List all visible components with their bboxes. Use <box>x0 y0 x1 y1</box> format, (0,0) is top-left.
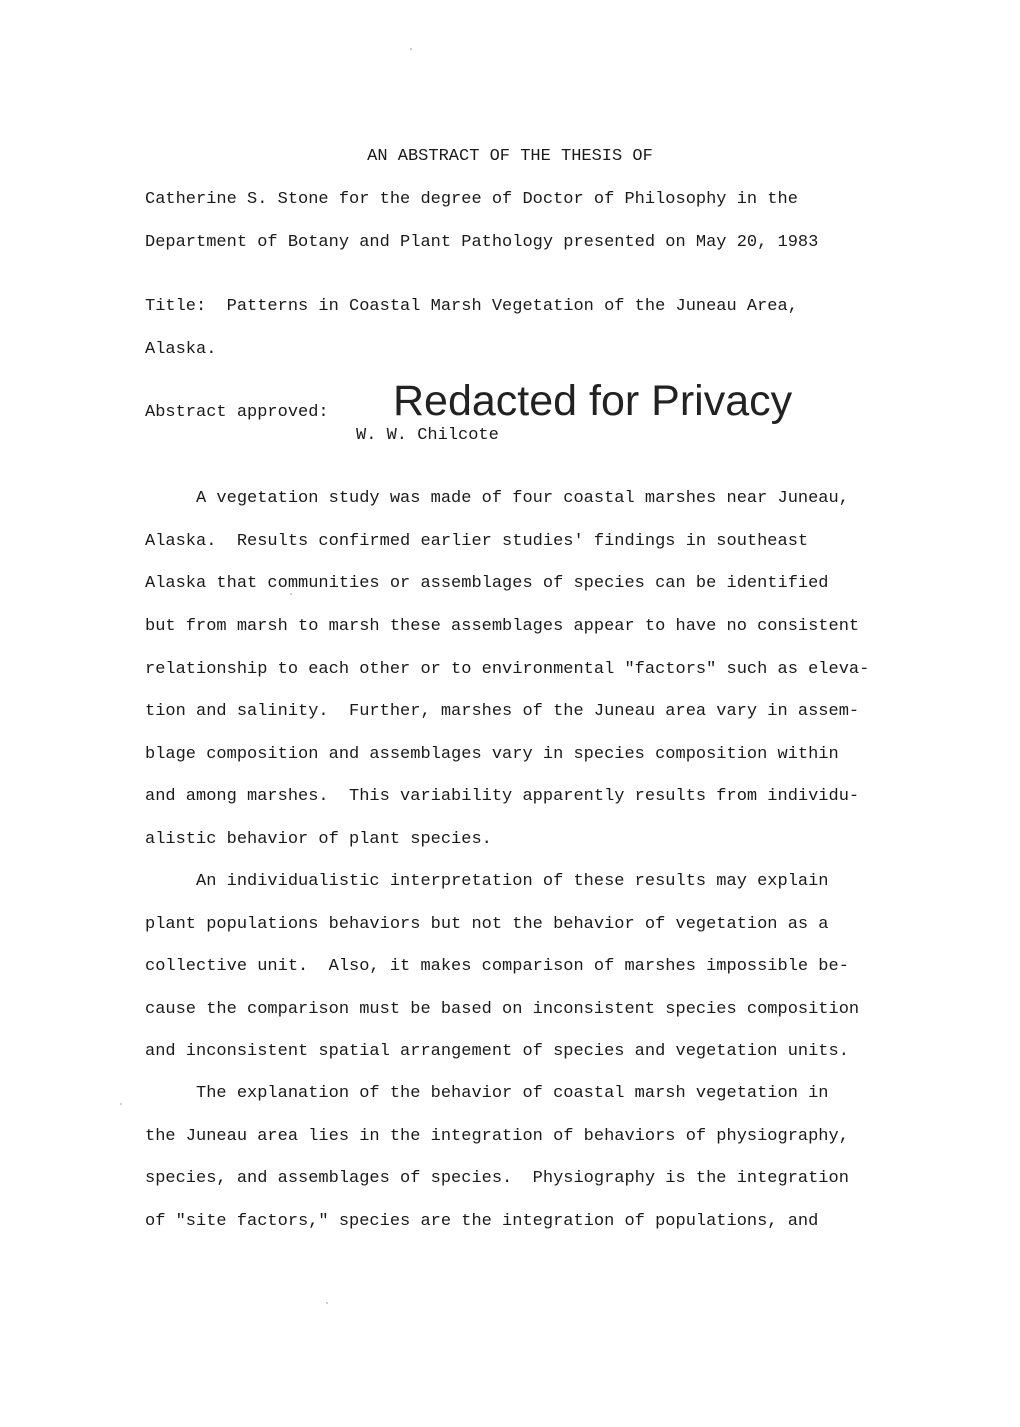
body-line: An individualistic interpretation of these results may explain <box>145 872 829 891</box>
thesis-title-line-2: Alaska. <box>145 340 217 359</box>
scan-speck <box>410 48 412 50</box>
body-line: A vegetation study was made of four coastal marshes near Juneau, <box>145 489 849 508</box>
author-line-1: Catherine S. Stone for the degree of Doctor of Philosophy in the <box>145 190 798 209</box>
body-line: the Juneau area lies in the integration of behaviors of physiography, <box>145 1127 849 1146</box>
body-line: tion and salinity. Further, marshes of the Juneau area vary in assem- <box>145 702 860 721</box>
author-line-2: Department of Botany and Plant Pathology presented on May 20, 1983 <box>145 233 819 252</box>
body-line: Alaska that communities or assemblages of species can be identified <box>145 574 829 593</box>
body-line: blage composition and assemblages vary in species composition within <box>145 745 839 764</box>
page-title: AN ABSTRACT OF THE THESIS OF <box>367 147 653 166</box>
body-line: alistic behavior of plant species. <box>145 830 492 849</box>
body-line: cause the comparison must be based on inconsistent species composition <box>145 1000 860 1019</box>
redaction-stamp: Redacted for Privacy <box>393 377 793 425</box>
body-line: collective unit. Also, it makes comparison of marshes impossible be- <box>145 957 849 976</box>
body-line: of "site factors," species are the integration of populations, and <box>145 1212 819 1231</box>
approver-name: W. W. Chilcote <box>356 426 499 445</box>
thesis-title-line-1: Title: Patterns in Coastal Marsh Vegetation of the Juneau Area, <box>145 297 798 316</box>
scan-speck <box>326 1302 328 1304</box>
body-line: relationship to each other or to environmental "factors" such as eleva- <box>145 660 870 679</box>
body-line: and among marshes. This variability apparently results from individu- <box>145 787 860 806</box>
approval-label: Abstract approved: <box>145 403 329 422</box>
body-line: but from marsh to marsh these assemblages appear to have no consistent <box>145 617 860 636</box>
scan-speck <box>120 1103 122 1105</box>
body-line: Alaska. Results confirmed earlier studies' findings in southeast <box>145 532 809 551</box>
body-line: and inconsistent spatial arrangement of species and vegetation units. <box>145 1042 849 1061</box>
body-line: The explanation of the behavior of coastal marsh vegetation in <box>145 1084 829 1103</box>
body-line: plant populations behaviors but not the behavior of vegetation as a <box>145 915 829 934</box>
body-line: species, and assemblages of species. Physiography is the integration <box>145 1169 849 1188</box>
scan-speck <box>290 593 292 595</box>
